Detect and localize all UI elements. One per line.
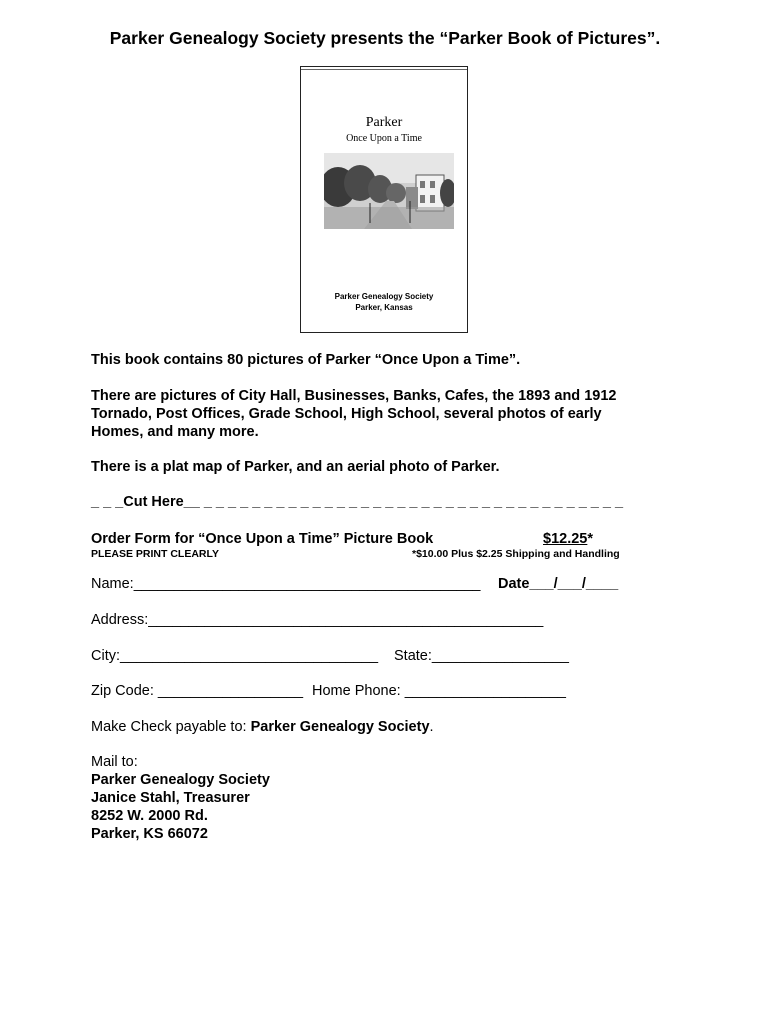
- mail-address-line-2: Janice Stahl, Treasurer: [91, 790, 250, 806]
- zip-code-field: Zip Code: __________________: [91, 683, 304, 699]
- cut-here-line: _ _ _Cut Here__ _ _ _ _ _ _ _ _ _ _ _ _ _ _ _ _ _ _ _ _ _ _ _ _ _ _ _ _ _ _ _ _ _ _ _: [91, 494, 624, 510]
- description-line-2b: Tornado, Post Offices, Grade School, High School, several photos of early: [91, 406, 602, 422]
- home-phone-field: Home Phone: ____________________: [312, 683, 566, 699]
- page-title: Parker Genealogy Society presents the “Parker Book of Pictures”.: [109, 28, 661, 48]
- cover-divider: [301, 69, 467, 70]
- order-form-heading: Order Form for “Once Upon a Time” Picture Book: [91, 531, 434, 547]
- cover-society-name: Parker Genealogy Society: [334, 292, 434, 301]
- price-asterisk: *: [587, 531, 594, 547]
- cover-subtitle: Once Upon a Time: [346, 133, 422, 144]
- description-line-3: There is a plat map of Parker, and an aerial photo of Parker.: [91, 459, 500, 475]
- book-cover-image: [300, 66, 468, 333]
- state-field: State:_________________: [394, 648, 569, 664]
- cover-title: Parker: [365, 115, 403, 130]
- description-line-1: This book contains 80 pictures of Parker “Once Upon a Time”.: [91, 352, 521, 368]
- check-payee: Parker Genealogy Society: [250, 719, 430, 735]
- check-payable-line: [91, 719, 434, 735]
- description-line-2c: Homes, and many more.: [91, 424, 259, 440]
- mail-address-line-1: Parker Genealogy Society: [91, 772, 270, 788]
- cover-place-name: Parker, Kansas: [355, 303, 413, 312]
- date-field: Date___/___/____: [498, 576, 619, 592]
- order-price: [543, 531, 593, 547]
- address-field: Address:_________________________________________________: [91, 612, 544, 628]
- city-field: City:________________________________: [91, 648, 379, 664]
- description-line-2a: There are pictures of City Hall, Businesses, Banks, Cafes, the 1893 and 1912: [91, 388, 617, 404]
- mail-address-line-3: 8252 W. 2000 Rd.: [91, 808, 208, 824]
- price-value: $12.25: [543, 531, 588, 547]
- mail-address-line-4: Parker, KS 66072: [91, 826, 208, 842]
- check-payable-prefix: Make Check payable to:: [91, 719, 251, 735]
- mail-to-label: Mail to:: [91, 754, 138, 770]
- name-field: Name:___________________________________________: [91, 576, 481, 592]
- shipping-note: *$10.00 Plus $2.25 Shipping and Handling: [412, 548, 620, 560]
- cover-street-photo: [324, 153, 454, 229]
- check-payable-suffix: .: [429, 719, 434, 735]
- print-clearly-note: PLEASE PRINT CLEARLY: [91, 548, 219, 560]
